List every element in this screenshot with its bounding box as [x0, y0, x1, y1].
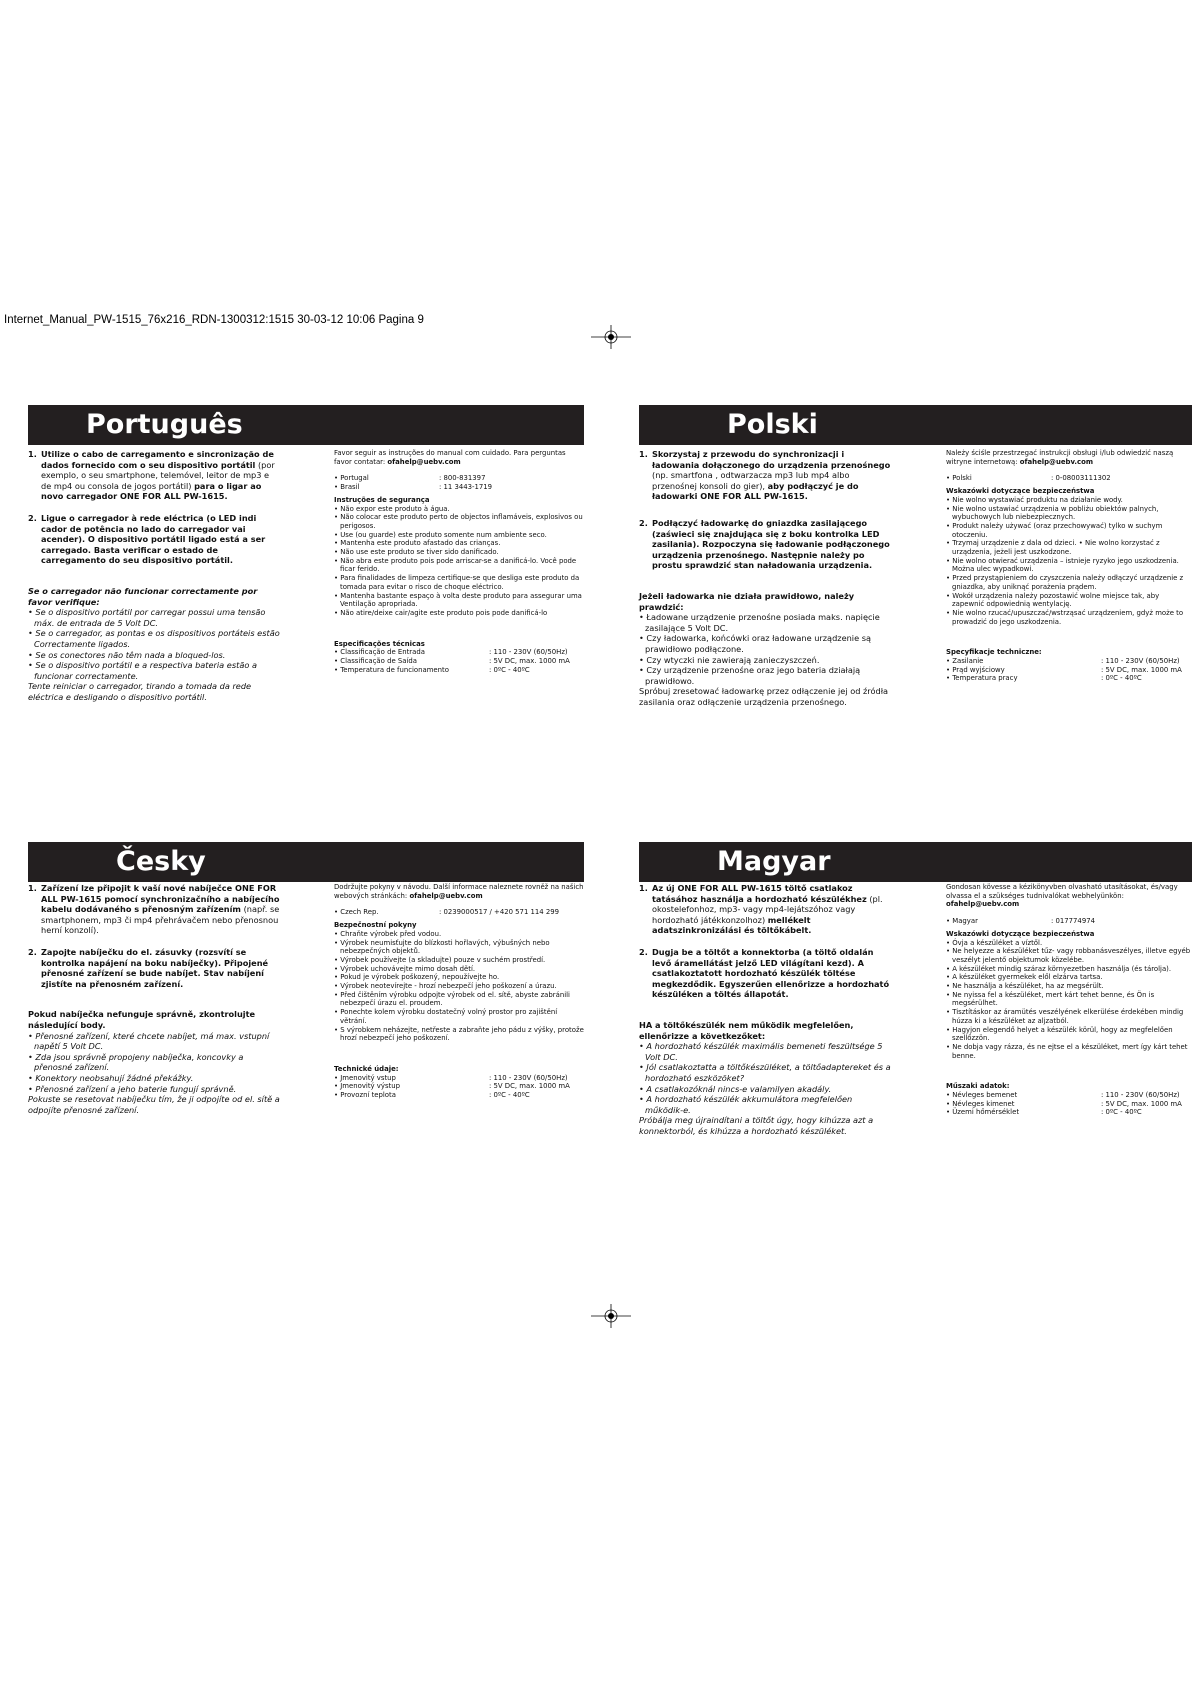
troubleshooting: Jeżeli ładowarka nie działa prawidłowo, należy prawdzić: • Ładowane urządzenie przenośne posiada maks. napięcie zasilające 5 Volt DC. • Czy ładowarka, końcówki oraz ładowane urządzenie są prawidłowo podłączone. • Czy wtyczki nie zawierają zanieczyszczeń. • Czy urządzenie przenośne oraz jego bateria działają prawidłowo. Spróbuj zresetować ładowarkę przez odłączenie jej od źródła zasilania oraz odłączenie urządzenia przenośnego. [639, 590, 889, 707]
email-link[interactable]: ofahelp@uebv.com [409, 891, 483, 900]
steps-magyar [639, 883, 891, 1136]
contact-row: • Czech Rep. : 0239000517 / +420 571 114 299 [334, 908, 560, 917]
specs-heading: Technické údaje: [334, 1064, 399, 1073]
troubleshooting: Se o carregador não funcionar correctamente por favor verifique: • Se o dispositivo portátil por carregar possui uma tensão máx. de entrada de 5 Volt DC. • Se o carregador, as pontas e os dispositivos portáteis estão Correctamente ligados. • Se os conectores não têm nada a bloqued-los. • Se o dispositivo portátil e a respectiva bateria estão a funcionar correctamente. Tente reiniciar o carregador, tirando a tomada da rede eléctrica e desligando o dispositivo portátil. [28, 585, 280, 702]
contact-row: • Magyar : 017774974 [946, 917, 1095, 926]
spec-row: • Névleges kimenet : 5V DC, max. 1000 mA [946, 1099, 1182, 1108]
steps-portugues [28, 449, 280, 702]
info-portugues: Favor seguir as instruções do manual com cuidado. Para perguntas favor contatar: ofahelp@uebv.com • Portugal : 800-831397 • Brasil : 11 3443-1719 Instruções de segurança • Não expor este produto à água. • Não colocar este produto perto de objectos inflamáveis, explosivos ou perigosos. • Use (ou guarde) este produto somente num ambiente seco. • Mantenha este produto afastado das crianças. • Não use este produto se tiver sido danificado. • Não abra este produto pois pode arriscar-se a danificá-lo. Você pode ficar ferido. • Para finalidades de limpeza certifique-se que desliga este produto da tomada para evitar o risco de choque eléctrico. • Mantenha bastante espaço à volta deste produto para assegurar uma Ventilação apropriada. • Não atire/deixe cair/agite este produto pois pode danificá-lo Especificações técnicas • Classificação de Entrada : 110 - 230V (60/50Hz) • Classificação de Saída : 5V DC, max. 1000 mA • Temperatura de funcionamento : 0ºC - 40ºC [334, 449, 583, 674]
spec-row: • Zasilanie : 110 - 230V (60/50Hz) [946, 657, 1180, 666]
step-2: 2. Zapojte nabíječku do el. zásuvky (rozsvítí se kontrolka napájení na boku nabíječky). Připojené přenosné zařízení se bude nabíjet. Stav nabíjení zjistíte na přenosném zařízení. [28, 946, 269, 989]
intro-text: Dodržujte pokyny v návodu. Další informace naleznete rovněž na našich webových stránkách: ofahelp@uebv.com [334, 883, 584, 900]
spec-row: • Jmenovitý výstup : 5V DC, max. 1000 mA [334, 1082, 570, 1091]
email-link[interactable]: ofahelp@uebv.com [387, 457, 461, 466]
step-2: 2. Ligue o carregador à rede eléctrica (o LED indi cador de potência no lado do carregador vai acender). O dispositivo portátil ligado está a ser carregado. Basta verificar o estado de carregamento do seu dispositivo portátil. [28, 512, 266, 566]
spec-row: • Provozní teplota : 0ºC - 40ºC [334, 1091, 530, 1100]
section-title-polski: Polski [639, 405, 1192, 445]
info-polski: Należy ściśle przestrzegać instrukcji obsługi i/lub odwiedzić naszą witryne internetową: ofahelp@uebv.com • Polski : 0-08003111302 Wskazówki dotyczące bezpieczeństwa • Nie wolno wystawiać produktu na działanie wody. • Nie wolno ustawiać urządzenia w pobliżu obiektów palnych, wybuchowych lub niebezpiecznych. • Produkt należy używać (oraz przechowywać) tylko w suchym otoczeniu. • Trzymaj urządzenie z dala od dzieci. • Nie wolno korzystać z urządzenia, jeżeli jest uszkodzone. • Nie wolno otwierać urządzenia – istnieje ryzyko jego uszkodzenia. Można ulec wypadkowi. • Przed przystąpieniem do czyszczenia należy odłączyć urządzenie z gniazdka, aby uniknąć porażenia prądem. • Wokół urządzenia należy pozostawić wolne miejsce tak, aby zapewnić odpowiednią wentylację. • Nie wolno rzucać/upuszczać/wstrząsać urządzeniem, gdyż może to prowadzić do jego uszkodzenia. Specyfikacje techniczne: • Zasilanie : 110 - 230V (60/50Hz) • Prąd wyjściowy : 5V DC, max. 1000 mA • Temperatura pracy : 0ºC - 40ºC [946, 449, 1192, 683]
spec-row: • Jmenovitý vstup : 110 - 230V (60/50Hz) [334, 1073, 568, 1082]
step-1: 1. Skorzystaj z przewodu do synchronizacji i ładowania dołączonego do urządzenia przenośnego (np. smartfona , odtwarzacza mp3 lub mp4 albo przenośnej konsoli do gier), aby podłączyć je do ładowarki ONE FOR ALL PW-1615. [639, 449, 891, 502]
specs-heading: Especificações técnicas [334, 639, 425, 648]
specs-heading: Specyfikacje techniczne: [946, 648, 1042, 657]
troubleshooting: HA a töltőkészülék nem működik megfelelően, ellenőrizze a következőket: • A hordozható készülék maximális bemeneti feszültsége 5 Volt DC. • Jól csatlakoztatta a töltőkészüléket, a töltőadaptereket és a hordozható eszközöket? • A csatlakozóknál nincs-e valamilyen akadály. • A hordozható készülék akkumulátora megfelelően működik-e. Próbálja meg újraindítani a töltőt úgy, hogy kihúzza azt a konnektorból, és kihúzza a hordozható készüléket. [639, 1019, 891, 1136]
spec-row: • Temperatura pracy : 0ºC - 40ºC [946, 674, 1142, 683]
intro-text: Gondosan kövesse a kézikönyvben olvasható utasításokat, és/vagy olvassa el a szükséges tudnivalókat webhelyünkön: ofahelp@uebv.com [946, 883, 1178, 909]
spec-row: • Classificação de Entrada : 110 - 230V (60/50Hz) [334, 648, 568, 657]
registration-mark-icon [591, 1304, 631, 1328]
step-1: 1. Az új ONE FOR ALL PW-1615 töltő csatlakoz tatásához használja a hordozható készülékhez (pl. okostelefonhoz, mp3- vagy mp4-lejátszóhoz vagy hordozható játékkonzolhoz) mellékelt adatszinkronizálási és töltőkábelt. [639, 883, 883, 936]
spec-row: • Classificação de Saída : 5V DC, max. 1000 mA [334, 657, 570, 666]
steps-polski [639, 449, 891, 707]
section-title-cesky: Česky [28, 842, 584, 882]
specs-heading: Műszaki adatok: [946, 1082, 1010, 1091]
spec-row: • Prąd wyjściowy : 5V DC, max. 1000 mA [946, 665, 1182, 674]
troubleshooting: Pokud nabíječka nefunguje správně, zkontrolujte následující body. • Přenosné zařízení, které chcete nabíjet, má max. vstupní napětí 5 Volt DC. • Zda jsou správně propojeny nabíječka, koncovky a přenosné zařízení. • Konektory neobsahují žádné překážky. • Přenosné zařízení a jeho baterie fungují správně. Pokuste se resetovat nabíječku tím, že ji odpojíte od el. sítě a odpojíte přenosné zařízení. [28, 1009, 280, 1115]
email-link[interactable]: ofahelp@uebv.com [946, 900, 1020, 909]
contact-row: • Brasil : 11 3443-1719 [334, 483, 493, 492]
info-cesky: Dodržujte pokyny v návodu. Další informace naleznete rovněž na našich webových stránkách: ofahelp@uebv.com • Czech Rep. : 0239000517 / +420 571 114 299 Bezpečnostní pokyny • Chraňte výrobek před vodou. • Výrobek neumisťujte do blízkosti hořlavých, výbušných nebo nebezpečných objektů. • Výrobek používejte (a skladujte) pouze v suchém prostředí. • Výrobek uchovávejte mimo dosah dětí. • Pokud je výrobek poškozený, nepoužívejte ho. • Výrobek neotevírejte - hrozí nebezpečí jeho poškození a úrazu. • Před čištěním výrobku odpojte výrobek od el. sítě, abyste zabránili nebezpečí úrazu el. proudem. • Ponechte kolem výrobku dostatečný volný prostor pro zajištění větrání. • S výrobkem neházejte, netřeste a zabraňte jeho pádu z výšky, protože hrozí nebezpečí jeho poškození. Technické údaje: • Jmenovitý vstup : 110 - 230V (60/50Hz) • Jmenovitý výstup : 5V DC, max. 1000 mA • Provozní teplota : 0ºC - 40ºC [334, 883, 584, 1100]
intro-text: Favor seguir as instruções do manual com cuidado. Para perguntas favor contatar: ofahelp@uebv.com [334, 449, 566, 466]
spec-row: • Üzemi hőmérséklet : 0ºC - 40ºC [946, 1108, 1142, 1117]
contact-row: • Portugal : 800-831397 [334, 474, 486, 483]
safety-heading: Wskazówki dotyczące bezpieczeństwa [946, 929, 1095, 938]
info-magyar: Gondosan kövesse a kézikönyvben olvasható utasításokat, és/vagy olvassa el a szükséges tudnivalókat webhelyünkön: ofahelp@uebv.com • Magyar : 017774974 Wskazówki dotyczące bezpieczeństwa • Óvja a készüléket a víztől. • Ne helyezze a készüléket tűz- vagy robbanásveszélyes, illetve egyéb veszélyt jelentő objektumok közelébe. • A készüléket mindig száraz környezetben használja (és tárolja). • A készüléket gyermekek elől elzárva tartsa. • Ne használja a készüléket, ha az megsérült. • Ne nyissa fel a készüléket, mert kárt tehet benne, és Ön is megsérülhet. • Tisztításkor az áramütés veszélyének elkerülése érdekében mindig húzza ki a készüléket az aljzatból. • Hagyjon elegendő helyet a készülék körül, hogy az megfelelően szellőzzön. • Ne dobja vagy rázza, és ne ejtse el a készüléket, mert így kárt tehet benne. Műszaki adatok: • Névleges bemenet : 110 - 230V (60/50Hz) • Névleges kimenet : 5V DC, max. 1000 mA • Üzemi hőmérséklet : 0ºC - 40ºC [946, 883, 1191, 1117]
file-slug: Internet_Manual_PW-1515_76x216_RDN-1300312:1515 30-03-12 10:06 Pagina 9 [4, 314, 424, 326]
spec-row: • Névleges bemenet : 110 - 230V (60/50Hz) [946, 1091, 1180, 1100]
step-2: 2. Podłączyć ładowarkę do gniazdka zasilającego (zaświeci się znajdująca się z boku kontrolka LED zasilania). Rozpoczyna się ładowanie podłączonego urządzenia przenośnego. Następnie należy po prostu sprawdzić stan naładowania urządzenia. [639, 517, 890, 571]
registration-mark-icon [591, 325, 631, 349]
step-2: 2. Dugja be a töltőt a konnektorba (a töltő oldalán levő áramellátást jelző LED világítani kezd). A csatlakoztatott hordozható készülék töltése megkezdődik. Egyszerűen ellenőrizze a hordozható készüléken a töltés állapotát. [639, 946, 890, 1000]
section-title-portugues: Português [28, 405, 584, 445]
safety-heading: Bezpečnostní pokyny [334, 921, 417, 930]
intro-text: Należy ściśle przestrzegać instrukcji obsługi i/lub odwiedzić naszą witryne internetową: ofahelp@uebv.com [946, 449, 1174, 466]
safety-heading: Wskazówki dotyczące bezpieczeństwa [946, 487, 1095, 496]
contact-row: • Polski : 0-08003111302 [946, 474, 1111, 483]
spec-row: • Temperatura de funcionamento : 0ºC - 40ºC [334, 665, 530, 674]
step-1: 1. Utilize o cabo de carregamento e sincronização de dados fornecido com o seu dispositivo portátil (por exemplo, o seu smartphone, telemóvel, leitor de mp3 e de mp4 ou consola de jogos portátil) para o ligar ao novo carregador ONE FOR ALL PW-1615. [28, 449, 275, 502]
steps-cesky [28, 883, 280, 1115]
email-link[interactable]: ofahelp@uebv.com [1019, 457, 1093, 466]
section-title-magyar: Magyar [639, 842, 1192, 882]
safety-heading: Instruções de segurança [334, 495, 430, 504]
step-1: 1. Zařízení lze připojit k vaší nové nabíječce ONE FOR ALL PW-1615 pomocí synchronizačního a nabíjecího kabelu dodávaného s přenosným zařízením (např. se smartphonem, mp3 či mp4 přehrávačem nebo přenosnou herní konzolí). [28, 883, 280, 936]
